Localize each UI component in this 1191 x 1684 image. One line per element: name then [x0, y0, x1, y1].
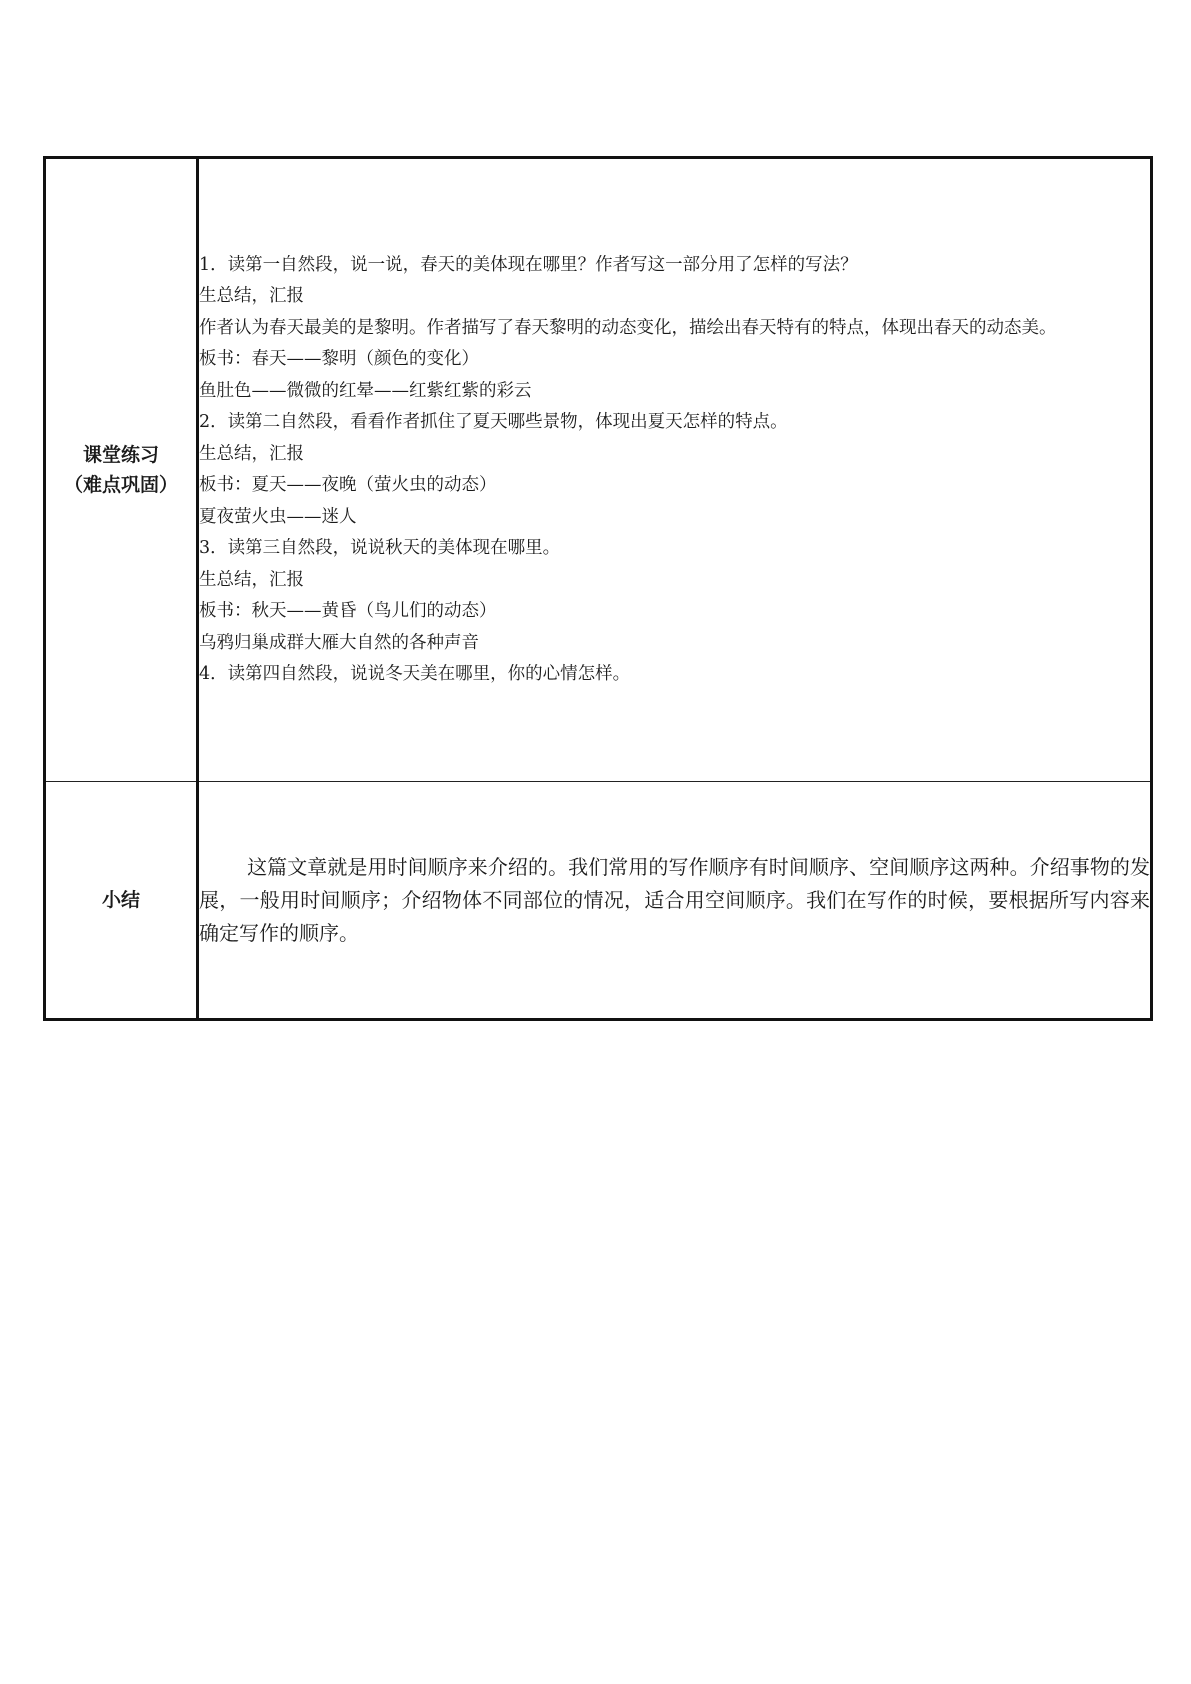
- summary-row: [45, 782, 1152, 1020]
- practice-line: 2．读第二自然段，看看作者抓住了夏天哪些景物，体现出夏天怎样的特点。: [199, 412, 788, 432]
- summary-label-cell: [45, 782, 198, 1020]
- lesson-plan-table: [43, 156, 1153, 1021]
- practice-line: 乌鸦归巢成群大雁大自然的各种声音: [199, 632, 479, 653]
- practice-label-title: 课堂练习: [82, 444, 159, 466]
- practice-line: 1．读第一自然段，说一说，春天的美体现在哪里？作者写这一部分用了怎样的写法？: [199, 254, 858, 275]
- practice-label-cell: [45, 158, 198, 782]
- summary-label: 小结: [101, 889, 140, 911]
- practice-line: 板书：春天——黎明（颜色的变化）: [199, 349, 479, 369]
- summary-paragraph: 这篇文章就是用时间顺序来介绍的。我们常用的写作顺序有时间顺序、空间顺序这两种。介绍事物的发展，一般用时间顺序；介绍物体不同部位的情况，适合用空间顺序。我们在写作的时候，要根据所写内容来确定写作的顺序。: [199, 854, 1150, 945]
- practice-line: 板书：秋天——黄昏（鸟儿们的动态）: [199, 601, 497, 621]
- practice-line: 夏夜萤火虫——迷人: [199, 506, 357, 527]
- practice-content-cell: [198, 158, 1152, 782]
- practice-line: 作者认为春天最美的是黎明。作者描写了春天黎明的动态变化，描绘出春天特有的特点，体现出春天的动态美。: [199, 317, 1057, 338]
- practice-label-subtitle: （难点巩固）: [63, 474, 178, 496]
- summary-content-cell: [198, 782, 1152, 1020]
- practice-line: 4．读第四自然段，说说冬天美在哪里，你的心情怎样。: [199, 664, 631, 684]
- practice-line: 生总结，汇报: [199, 569, 304, 590]
- practice-line: 鱼肚色——微微的红晕——红紫红紫的彩云: [199, 380, 532, 401]
- practice-row: [45, 158, 1152, 782]
- practice-line: 3．读第三自然段，说说秋天的美体现在哪里。: [199, 538, 561, 558]
- practice-line: 生总结，汇报: [199, 286, 304, 306]
- practice-line: 板书：夏天——夜晚（萤火虫的动态）: [199, 475, 497, 495]
- practice-line: 生总结，汇报: [199, 443, 304, 464]
